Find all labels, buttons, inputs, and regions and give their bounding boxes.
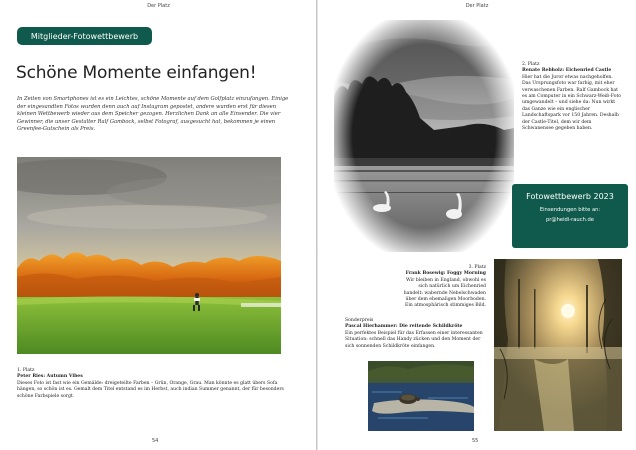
photo-foggy-morning <box>494 259 622 431</box>
caption-first-place <box>17 368 287 400</box>
caption-second-place <box>522 62 622 132</box>
caption-text: Ein perfektes Beispiel für das Erfassen einer interessanten Situation: schnell das Handy zücken und den Moment der sich sonnenden Schildkröte einfangen. <box>345 330 483 349</box>
caption-title: Peter Ries: Autumn Vibes <box>17 374 83 380</box>
category-pill: Mitglieder-Fotowettbewerb <box>17 27 152 45</box>
page-title: Schöne Momente einfangen! <box>16 63 257 83</box>
intro-paragraph: In Zeiten von Smartphones ist es ein Leichtes, schöne Momente auf dem Golfplatz einzufangen. Einige der eingesandten Fotos wurden denn auch auf Instagram gepostet, andere wurden erst für diesen kleinen Wettbewerb wieder aus dem Speicher gezogen. Herzlichen Dank an alle Einsender. Die vier Gewinner, die unser Gestalter Ralf Gambock, selbst Fotograf, ausgesucht hat, bekommen je einen Greenfee-Gutschein als Preis. <box>17 96 289 133</box>
caption-third-place <box>398 265 486 310</box>
photo-autumn-vibes <box>17 157 281 354</box>
page-number-left: 54 <box>152 438 159 444</box>
promo-title: Fotowettbewerb 2023 <box>526 192 614 201</box>
promo-instruction: Einsendungen bitte an: <box>539 207 601 213</box>
photo-riding-turtle <box>368 361 474 431</box>
caption-text: Hier hat die Juror etwas nachgeholfen. Das Ursprungsfoto war farbig, mit eher verwaschenen Farben. Ralf Gambock hat es am Computer in ein Schwarz-Weiß-Foto umgewandelt – und siehe da: Nun wirkt das Ganze wie ein englischer Landschaftspark vor 150 Jahren. Deshalb der Castle-Titel, dem wir dem Schwanensee gegeben haben. <box>522 74 622 132</box>
page-number-right: 55 <box>472 438 479 444</box>
caption-place: Sonderpreis <box>345 318 374 323</box>
caption-place: 1. Platz <box>17 368 35 373</box>
left-page <box>0 0 317 450</box>
caption-title: Pascal Hierhammer: Die reitende Schildkröte <box>345 324 463 330</box>
caption-place: 3. Platz <box>468 265 486 270</box>
running-head: Der Platz <box>465 3 489 9</box>
promo-email-link[interactable]: pr@heidi-rauch.de <box>545 217 594 223</box>
caption-text: Wir bleiben in England, obwohl es sich natürlich um Eichenried handelt: wabernde Nebelschwaden über dem ehemaligen Moorboden. Ein atmosphärisch stimmiges Bild. <box>403 277 486 309</box>
caption-title: Renate Rebholz: Eichenried Castle <box>522 68 612 74</box>
running-head: Der Platz <box>147 3 170 9</box>
caption-text: Dieses Foto ist fast wie ein Gemälde: dreigeteilte Farben – Grün, Orange, Grau. Man könnte es glatt übers Sofa hängen, so schön ist es. Gemalt dem Titel entstand es im Herbst, auch indian Summer genannt, der für besonders schöne Farbspiele sorgt. <box>17 380 284 399</box>
photo-eichenried-castle <box>334 20 514 252</box>
caption-place: 2. Platz <box>522 62 540 67</box>
caption-title: Frank Bosewig: Foggy Morning <box>405 271 486 277</box>
caption-special-prize <box>345 318 485 350</box>
contest-promo-box <box>512 184 628 248</box>
